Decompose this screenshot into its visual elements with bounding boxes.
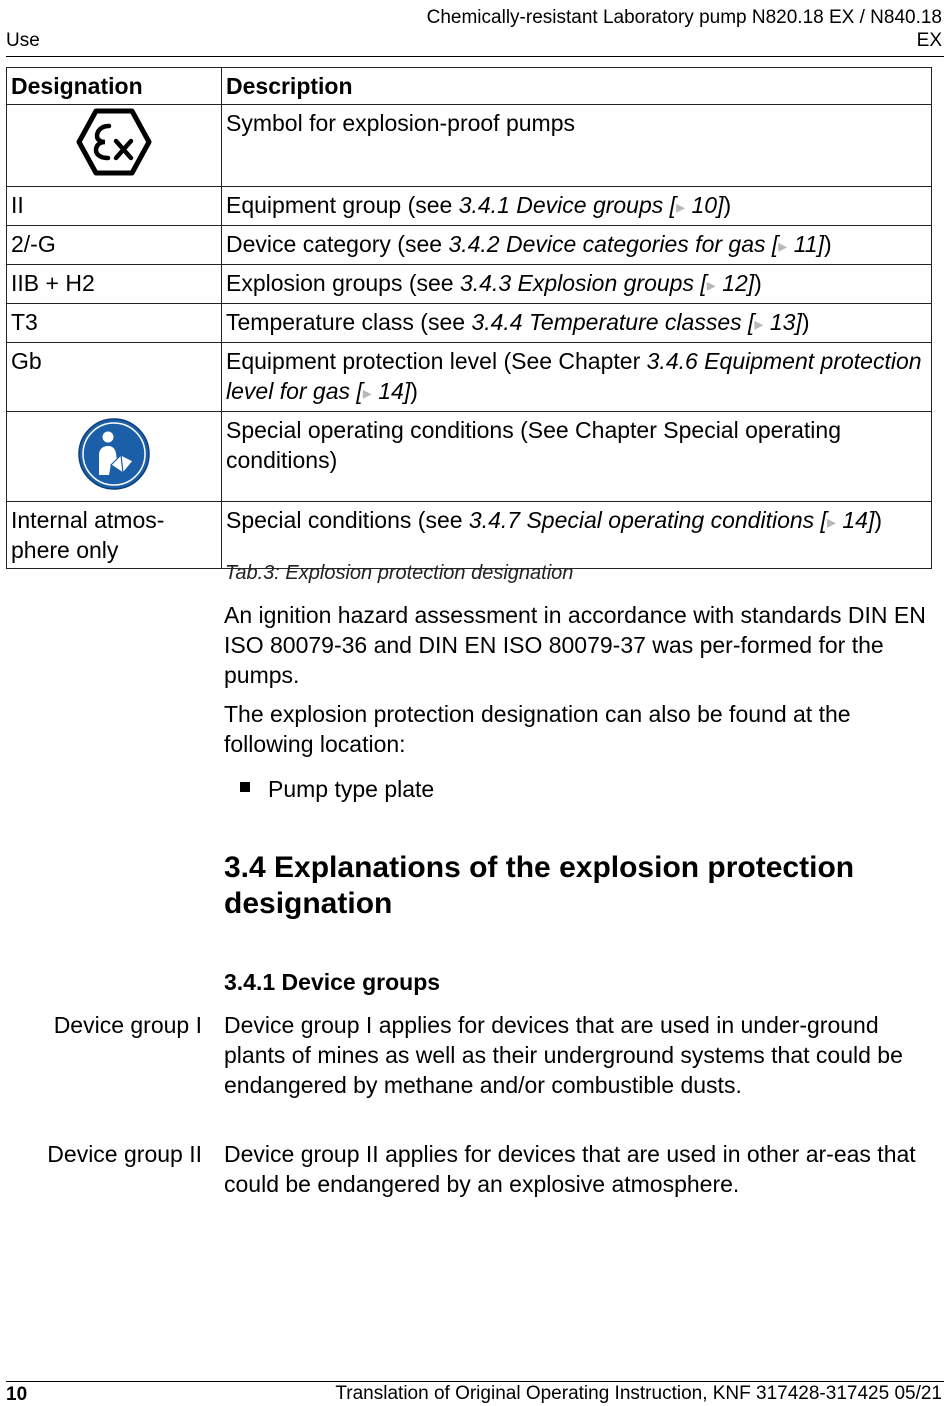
col-designation-header: Designation [7, 68, 222, 105]
description-text-end: ) [824, 231, 832, 257]
paragraph-designation-location: The explosion protection designation can also be found at the following location: [224, 701, 851, 757]
designation-cell: Internal atmos-phere only [7, 502, 222, 569]
bullet-square-icon [240, 782, 250, 792]
description-text: Device category (see [226, 231, 449, 257]
table-row [7, 412, 932, 502]
chapter-ref-link[interactable]: 3.4.7 Special operating conditions [▸ 14] [468, 507, 875, 533]
device-group-2-text: Device group II applies for devices that are used in other ar-eas that could be endangered by an explosive atmosphere. [224, 1141, 916, 1197]
footer-page-number: 10 [6, 1384, 28, 1405]
ref-arrow-icon: ▸ [778, 236, 788, 256]
header-rule [6, 56, 944, 57]
description-text-end: ) [801, 309, 810, 335]
list-item [240, 774, 434, 804]
table-row [7, 226, 932, 265]
table-row [7, 502, 932, 569]
description-text: Equipment group (see [226, 192, 459, 218]
table-row [7, 343, 932, 412]
ref-title: 3.4.4 Temperature classes [471, 309, 742, 335]
description-cell [222, 187, 932, 226]
description-text-end: ) [410, 378, 418, 404]
description-cell: Special operating conditions (See Chapter Special operating conditions) [222, 412, 932, 502]
read-manual-icon [77, 417, 151, 491]
chapter-ref-link[interactable]: 3.4.3 Explosion groups [▸ 12] [459, 270, 755, 296]
device-group-1-text: Device group I applies for devices that are used in under-ground plants of mines as well as their underground systems that could be endangered by methane and/or combustible dusts. [224, 1012, 903, 1098]
description-text-end: ) [723, 192, 732, 218]
designation-cell: 2/-G [7, 226, 222, 265]
col-description-header: Description [222, 68, 932, 105]
footer-rule [6, 1381, 944, 1382]
description-text: Equipment protection level (See Chapter [226, 348, 647, 374]
chapter-ref-link[interactable]: 3.4.2 Device categories for gas [▸ 11] [448, 231, 824, 257]
designation-cell: T3 [7, 304, 222, 343]
section-heading: 3.4 Explanations of the explosion protection designation [224, 851, 855, 920]
header-section: Use [6, 30, 40, 51]
header-title-line1: Chemically-resistant Laboratory pump N820.18 EX / N840.18 [426, 7, 942, 28]
ref-arrow-icon: ▸ [754, 314, 764, 334]
table-row [7, 265, 932, 304]
table-caption: Tab.3: Explosion protection designation [225, 562, 574, 584]
device-group-1-label: Device group I [53, 1012, 202, 1038]
device-group-2-label: Device group II [47, 1141, 202, 1167]
ex-symbol-icon [76, 108, 152, 176]
ref-title: 3.4.2 Device categories for gas [448, 231, 766, 257]
list-item-text: Pump type plate [268, 776, 435, 802]
description-text: Special conditions (see [226, 507, 469, 533]
ref-arrow-icon: ▸ [362, 383, 372, 403]
ref-title: 3.4.1 Device groups [458, 192, 664, 218]
description-cell [222, 343, 932, 412]
table-row [7, 187, 932, 226]
ref-page: 12 [722, 270, 748, 296]
ref-page: 13 [769, 309, 796, 335]
ref-title: 3.4.6 Equipment protection level for gas [226, 348, 922, 404]
ref-page: 14 [378, 378, 404, 404]
description-cell [222, 304, 932, 343]
footer-document-id: Translation of Original Operating Instruction, KNF 317428-317425 05/21 [335, 1383, 942, 1404]
ref-arrow-icon: ▸ [676, 197, 686, 217]
description-cell [222, 502, 932, 569]
table-row [7, 105, 932, 187]
description-text-end: ) [754, 270, 762, 296]
chapter-ref-link[interactable]: 3.4.1 Device groups [▸ 10] [458, 192, 724, 218]
chapter-ref-link[interactable]: 3.4.4 Temperature classes [▸ 13] [471, 309, 802, 335]
description-text-end: ) [874, 507, 883, 533]
paragraph-ignition-assessment: An ignition hazard assessment in accordance with standards DIN EN ISO 80079-36 and DIN EN ISO 80079-37 was per-formed for the pumps. [224, 602, 926, 688]
description-cell [222, 226, 932, 265]
ref-page: 14 [842, 507, 868, 533]
ref-page: 11 [793, 231, 818, 257]
ref-arrow-icon: ▸ [826, 512, 836, 532]
designation-cell [7, 105, 222, 187]
description-cell [222, 265, 932, 304]
description-text: Explosion groups (see [226, 270, 460, 296]
subsection-heading: 3.4.1 Device groups [224, 969, 441, 995]
chapter-ref-link[interactable]: 3.4.6 Equipment protection level for gas [▸ 14] [226, 348, 922, 404]
designation-cell: IIB + H2 [7, 265, 222, 304]
header-title-line2: EX [916, 30, 942, 51]
ref-title: 3.4.7 Special operating conditions [468, 507, 815, 533]
designation-cell: Gb [7, 343, 222, 412]
ref-page: 10 [691, 192, 718, 218]
description-cell: Symbol for explosion-proof pumps [222, 105, 932, 187]
designation-table [6, 67, 932, 569]
designation-cell: II [7, 187, 222, 226]
ref-arrow-icon: ▸ [706, 275, 716, 295]
table-header-row [7, 68, 932, 105]
ref-title: 3.4.3 Explosion groups [459, 270, 694, 296]
designation-cell [7, 412, 222, 502]
header-title [427, 6, 942, 52]
table-row [7, 304, 932, 343]
description-text: Temperature class (see [226, 309, 472, 335]
